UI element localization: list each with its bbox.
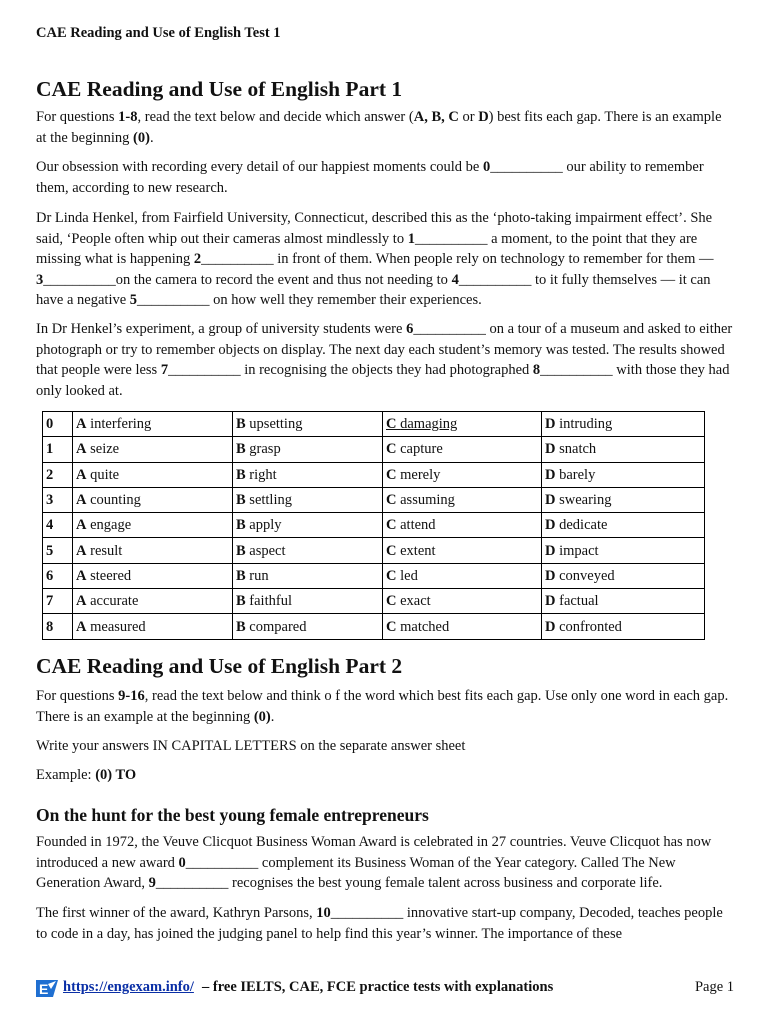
option-a: A result (73, 538, 233, 563)
option-d: D conveyed (542, 563, 705, 588)
option-d: D intruding (542, 412, 705, 437)
part1-paragraph-2: Dr Linda Henkel, from Fairfield University, Connecticut, described this as the ‘photo-taking impairment effect’. She said, ‘People often whip out their cameras almost mindlessly to 1__________ a moment, to the point that they are missing what is happening 2__________ in front of them. When people rely on technology to remember for them — 3__________on the camera to record the event and thus not needing to 4__________ to it fully themselves — it can have a negative 5__________ on how well they remember their experiences. (36, 210, 714, 308)
option-a: A seize (73, 437, 233, 462)
part2-text-title: On the hunt for the best young female entrepreneurs (36, 805, 429, 825)
page-footer (36, 979, 734, 999)
option-row (43, 538, 705, 563)
option-row (43, 513, 705, 538)
option-d: D barely (542, 462, 705, 487)
option-row (43, 462, 705, 487)
option-b: B settling (233, 487, 383, 512)
question-number: 0 (43, 412, 73, 437)
option-a: A steered (73, 563, 233, 588)
part1-instructions: For questions 1-8, read the text below and decide which answer (A, B, C or D) best fits each gap. There is an example at the beginning (0). (36, 109, 722, 146)
option-b: B compared (233, 614, 383, 639)
part1-paragraph-3: In Dr Henkel’s experiment, a group of university students were 6__________ on a tour of a museum and asked to either photograph or try to remember objects on display. The next day each student’s memory was tested. The results showed that people were less 7__________ in recognising the objects they had photographed 8__________ with those they had only looked at. (36, 321, 733, 399)
question-number: 5 (43, 538, 73, 563)
part1-options-table (42, 411, 705, 640)
option-row (43, 487, 705, 512)
option-row (43, 437, 705, 462)
option-c: C attend (383, 513, 542, 538)
question-number: 1 (43, 437, 73, 462)
option-d: D dedicate (542, 513, 705, 538)
option-d: D confronted (542, 614, 705, 639)
option-row (43, 412, 705, 437)
part1-paragraph-1: Our obsession with recording every detail of our happiest moments could be 0__________ our ability to remember them, according to new research. (36, 159, 704, 196)
part2-paragraph-2: The first winner of the award, Kathryn Parsons, 10__________ innovative start-up company, Decoded, teaches people to code in a day, has joined the judging panel to help find this year’s winner. The importance of these (36, 905, 723, 942)
option-c: C capture (383, 437, 542, 462)
option-row (43, 589, 705, 614)
option-a: A engage (73, 513, 233, 538)
question-number: 3 (43, 487, 73, 512)
option-c: C assuming (383, 487, 542, 512)
option-b: B aspect (233, 538, 383, 563)
part1-heading: CAE Reading and Use of English Part 1 (36, 77, 403, 101)
engexam-link[interactable]: https://engexam.info/ (63, 979, 194, 995)
option-d: D snatch (542, 437, 705, 462)
option-b: B run (233, 563, 383, 588)
option-b: B faithful (233, 589, 383, 614)
option-b: B apply (233, 513, 383, 538)
part2-heading: CAE Reading and Use of English Part 2 (36, 654, 403, 678)
option-d: D factual (542, 589, 705, 614)
option-a: A counting (73, 487, 233, 512)
question-number: 8 (43, 614, 73, 639)
document-header: CAE Reading and Use of English Test 1 (36, 25, 281, 41)
footer-tagline: – free IELTS, CAE, FCE practice tests with explanations (202, 979, 554, 995)
engexam-logo-icon (36, 980, 58, 997)
svg-text:E: E (39, 981, 49, 997)
part2-paragraph-1: Founded in 1972, the Veuve Clicquot Business Woman Award is celebrated in 27 countries. Veuve Clicquot has now introduced a new award 0__________ complement its Business Woman of the Year category. Called The New Generation Award, 9__________ recognises the best young female talent across business and corporate life. (36, 834, 712, 891)
option-c: C merely (383, 462, 542, 487)
option-d: D impact (542, 538, 705, 563)
option-a: A interfering (73, 412, 233, 437)
option-c: C exact (383, 589, 542, 614)
option-c: C damaging (383, 412, 542, 437)
option-b: B upsetting (233, 412, 383, 437)
option-a: A accurate (73, 589, 233, 614)
question-number: 2 (43, 462, 73, 487)
option-b: B grasp (233, 437, 383, 462)
part2-answer-note: Write your answers IN CAPITAL LETTERS on the separate answer sheet (36, 738, 466, 754)
option-b: B right (233, 462, 383, 487)
part2-instructions: For questions 9-16, read the text below and think o f the word which best fits each gap. Use only one word in each gap. There is an example at the beginning (0). (36, 688, 729, 725)
part2-example: Example: (0) TO (36, 767, 137, 783)
option-row (43, 563, 705, 588)
page-number: Page 1 (694, 979, 734, 995)
question-number: 6 (43, 563, 73, 588)
question-number: 4 (43, 513, 73, 538)
option-a: A quite (73, 462, 233, 487)
option-row (43, 614, 705, 639)
option-c: C extent (383, 538, 542, 563)
option-d: D swearing (542, 487, 705, 512)
option-c: C led (383, 563, 542, 588)
question-number: 7 (43, 589, 73, 614)
option-c: C matched (383, 614, 542, 639)
option-a: A measured (73, 614, 233, 639)
